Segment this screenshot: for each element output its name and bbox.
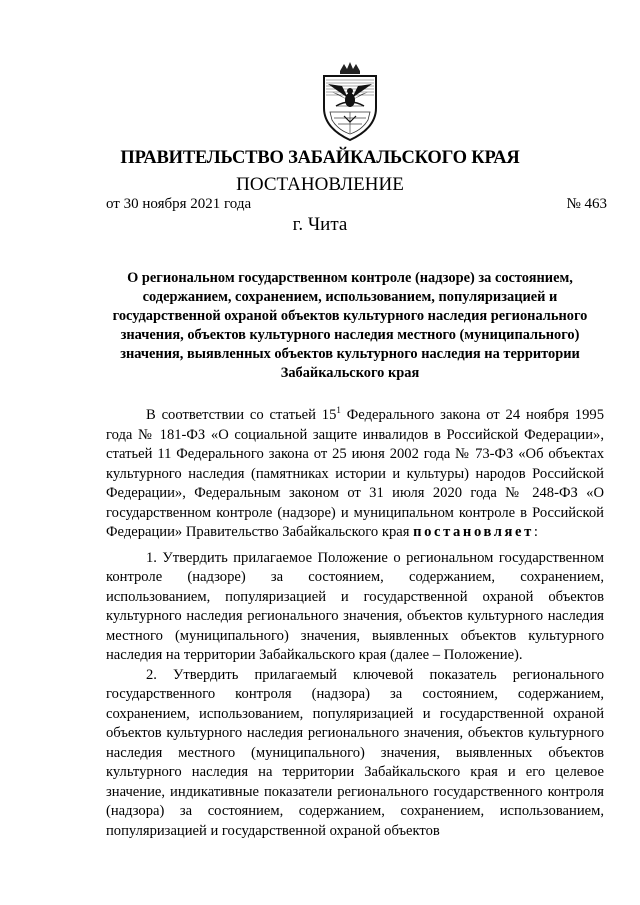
preamble-colon: : <box>533 524 538 540</box>
document-body <box>106 406 604 841</box>
decree-word: постановляет <box>413 524 534 540</box>
document-number: № 463 <box>566 196 607 212</box>
document-subject: О региональном государственном контроле (надзоре) за состоянием, содержанием, сохранением, использованием, популяризацией и государственной охраной объектов культурного наследия регионального значения, объектов культурного наследия местного (муниципального) значения, выявленных объектов культурного наследия на территории Забайкальского края <box>112 270 588 381</box>
document-city: г. Чита <box>292 214 348 235</box>
preamble-text-1: В соответствии со статьей 15 <box>146 407 337 423</box>
preamble-paragraph <box>106 406 604 543</box>
document-type: ПОСТАНОВЛЕНИЕ <box>236 174 404 195</box>
list-item: 1. Утвердить прилагаемое Положение о региональном государственном контроле (надзоре) за состоянием, содержанием, сохранением, использованием, популяризацией и государственной охраной объектов культурного наследия регионального значения, объектов культурного наследия местного (муниципального) значения, выявленных объектов культурного наследия на территории Забайкальского края (далее – Положение). <box>106 549 604 663</box>
preamble-text-2: Федерального закона от 24 ноября 1995 года № 181-ФЗ «О социальной защите инвалидов в Российской Федерации», статьей 11 Федерального закона от 25 июня 2002 года № 73-ФЗ «Об объектах культурного наследия (памятниках истории и культуры) народов Российской Федерации», Федеральным законом от 31 июля 2020 года № 248-ФЗ «О государственном контроле (надзоре) и муниципальном контроле в Российской Федерации» Правительство Забайкальского края <box>106 407 604 540</box>
preamble-superscript: 1 <box>336 405 341 416</box>
document-date: от 30 ноября 2021 года <box>106 196 252 212</box>
government-title: ПРАВИТЕЛЬСТВО ЗАБАЙКАЛЬСКОГО КРАЯ <box>120 148 520 168</box>
coat-of-arms-icon <box>318 62 382 142</box>
list-item: 2. Утвердить прилагаемый ключевой показатель регионального государственного контроля (надзора) за состоянием, содержанием, сохранением, использованием, популяризацией и государственной охраной объектов культурного наследия регионального значения, объектов культурного наследия местного (муниципального) значения, выявленных объектов культурного наследия на территории Забайкальского края и его целевое значение, индикативные показатели регионального государственного контроля (надзора) за состоянием, содержанием, сохранением, использованием, популяризацией и государственной охраной объектов <box>106 666 604 839</box>
